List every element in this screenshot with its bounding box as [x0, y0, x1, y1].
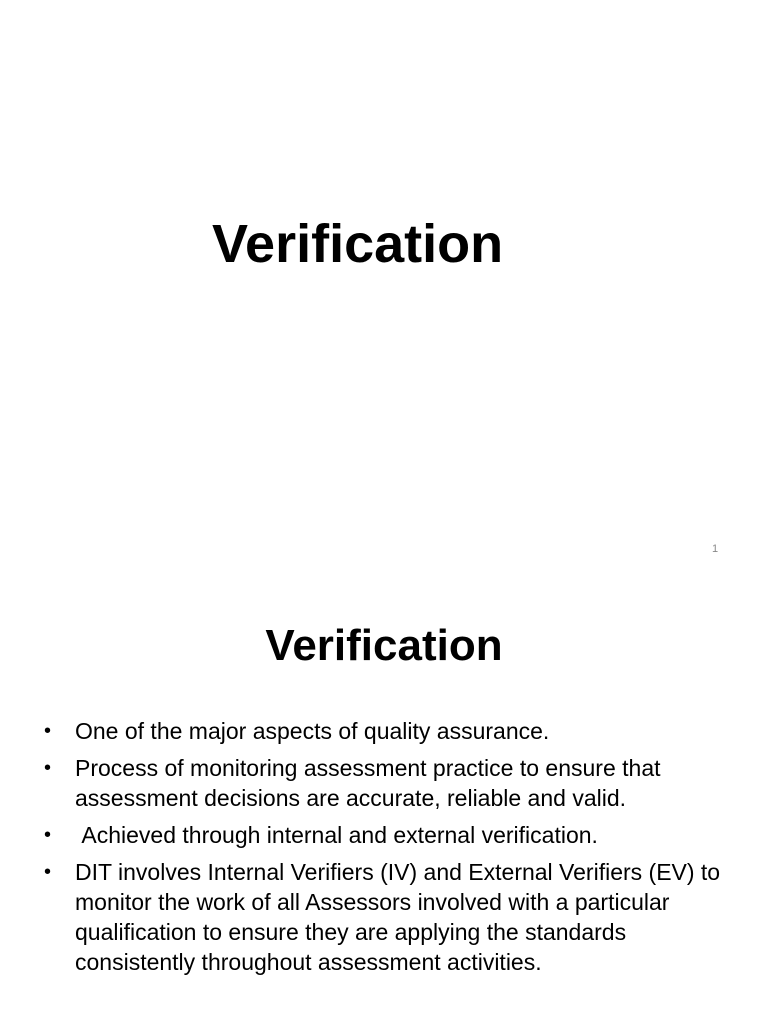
bullet-icon: •: [44, 824, 52, 846]
slide-1-title: Verification: [212, 214, 504, 274]
slide-2: [0, 576, 768, 1024]
bullet-list: [44, 716, 734, 984]
bullet-item: [44, 857, 734, 977]
bullet-text: Process of monitoring assessment practice to ensure that assessment decisions are accurate, reliable and valid.: [75, 755, 661, 811]
bullet-item: [44, 753, 734, 813]
bullet-item: [44, 820, 734, 850]
bullet-text: Achieved through internal and external verification.: [75, 822, 598, 848]
slide-2-title: Verification: [265, 621, 503, 670]
bullet-icon: •: [44, 757, 52, 779]
bullet-item: [44, 716, 734, 746]
bullet-icon: •: [44, 720, 52, 742]
bullet-icon: •: [44, 861, 52, 883]
bullet-text: One of the major aspects of quality assurance.: [75, 718, 550, 744]
page-number: 1: [712, 543, 719, 555]
bullet-text: DIT involves Internal Verifiers (IV) and External Verifiers (EV) to monitor the work of all Assessors involved with a particular qualification to ensure they are applying the standards consistently throughout assessment activities.: [75, 859, 721, 975]
